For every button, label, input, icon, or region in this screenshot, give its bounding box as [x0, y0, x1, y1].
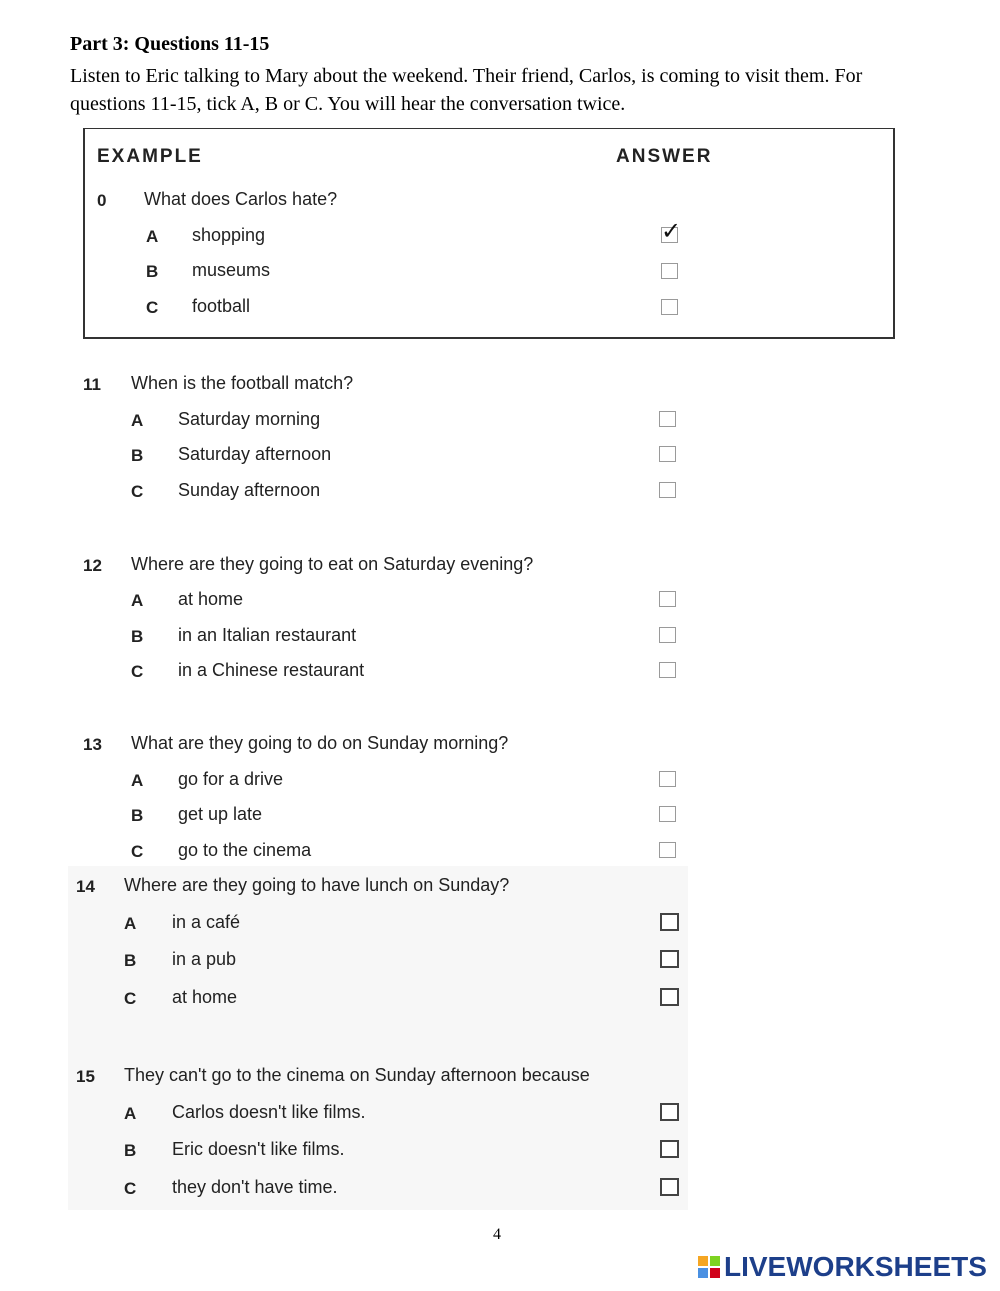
option-letter: B	[131, 446, 144, 465]
logo-square	[698, 1256, 708, 1266]
example-option-letter-c: C	[146, 298, 159, 317]
question-number-13: 13	[83, 735, 102, 754]
example-option-text-a: shopping	[192, 225, 266, 245]
option-text: get up late	[178, 804, 263, 824]
example-checkbox-b[interactable]	[661, 263, 678, 279]
scanned-section-background	[68, 866, 688, 1210]
question-text-12: Where are they going to eat on Saturday evening?	[131, 554, 534, 574]
option-text: Sunday afternoon	[178, 480, 321, 500]
option-text: Carlos doesn't like films.	[172, 1102, 366, 1122]
option-letter: C	[131, 662, 144, 681]
example-box	[83, 128, 895, 339]
logo-square	[710, 1268, 720, 1278]
q13-checkbox-b[interactable]	[659, 806, 676, 822]
example-option-text-b: museums	[192, 260, 271, 280]
option-text: at home	[178, 589, 244, 609]
q14-checkbox-c[interactable]	[660, 988, 679, 1006]
option-letter: A	[131, 411, 144, 430]
q12-checkbox-a[interactable]	[659, 591, 676, 607]
option-letter: B	[124, 951, 137, 970]
page-title: Part 3: Questions 11-15	[70, 33, 270, 55]
logo-square	[698, 1268, 708, 1278]
option-text: in an Italian restaurant	[178, 625, 357, 645]
example-question: What does Carlos hate?	[144, 189, 338, 209]
q15-checkbox-a[interactable]	[660, 1103, 679, 1121]
q11-checkbox-b[interactable]	[659, 446, 676, 462]
q11-checkbox-a[interactable]	[659, 411, 676, 427]
option-text: in a café	[172, 912, 241, 932]
logo-grid-icon	[698, 1256, 720, 1278]
brand-name: LIVEWORKSHEETS	[724, 1251, 987, 1282]
question-text-15: They can't go to the cinema on Sunday afternoon because	[124, 1065, 590, 1085]
question-text-14: Where are they going to have lunch on Sunday?	[124, 875, 510, 895]
option-text: they don't have time.	[172, 1177, 338, 1197]
option-text: in a Chinese restaurant	[178, 660, 365, 680]
question-text-11: When is the football match?	[131, 373, 354, 393]
option-letter: A	[131, 771, 144, 790]
example-option-letter-a: A	[146, 227, 159, 246]
instructions: Listen to Eric talking to Mary about the weekend. Their friend, Carlos, is coming to visit them. For questions 11-15, tick A, B or C. You will hear the conversation twice.	[70, 65, 863, 115]
option-text: in a pub	[172, 949, 237, 969]
example-checkbox-c[interactable]	[661, 299, 678, 315]
q11-checkbox-c[interactable]	[659, 482, 676, 498]
question-number-15: 15	[76, 1067, 95, 1086]
example-label: EXAMPLE	[97, 146, 203, 167]
example-number: 0	[97, 191, 107, 210]
option-letter: B	[131, 627, 144, 646]
question-number-11: 11	[83, 375, 101, 394]
option-letter: C	[131, 842, 144, 861]
q15-checkbox-c[interactable]	[660, 1178, 679, 1196]
example-option-letter-b: B	[146, 262, 159, 281]
option-letter: A	[124, 1104, 137, 1123]
q15-checkbox-b[interactable]	[660, 1140, 679, 1158]
option-text: Saturday afternoon	[178, 444, 332, 464]
option-text: at home	[172, 987, 238, 1007]
option-letter: A	[131, 591, 144, 610]
option-letter: C	[131, 482, 144, 501]
logo-square	[710, 1256, 720, 1266]
q14-checkbox-a[interactable]	[660, 913, 679, 931]
q12-checkbox-b[interactable]	[659, 627, 676, 643]
question-text-13: What are they going to do on Sunday morning?	[131, 733, 509, 753]
liveworksheets-logo[interactable]	[698, 1252, 987, 1282]
option-letter: C	[124, 989, 137, 1008]
option-letter: B	[124, 1141, 137, 1160]
question-number-14: 14	[76, 877, 95, 896]
option-text: Saturday morning	[178, 409, 321, 429]
answer-label: ANSWER	[616, 146, 713, 167]
page-number: 4	[493, 1226, 501, 1243]
option-letter: C	[124, 1179, 137, 1198]
option-text: go for a drive	[178, 769, 284, 789]
checkmark-icon: ✓	[661, 217, 682, 245]
option-letter: B	[131, 806, 144, 825]
option-text: Eric doesn't like films.	[172, 1139, 345, 1159]
q12-checkbox-c[interactable]	[659, 662, 676, 678]
q13-checkbox-c[interactable]	[659, 842, 676, 858]
option-text: go to the cinema	[178, 840, 312, 860]
question-number-12: 12	[83, 556, 102, 575]
q13-checkbox-a[interactable]	[659, 771, 676, 787]
q14-checkbox-b[interactable]	[660, 950, 679, 968]
example-option-text-c: football	[192, 296, 251, 316]
option-letter: A	[124, 914, 137, 933]
